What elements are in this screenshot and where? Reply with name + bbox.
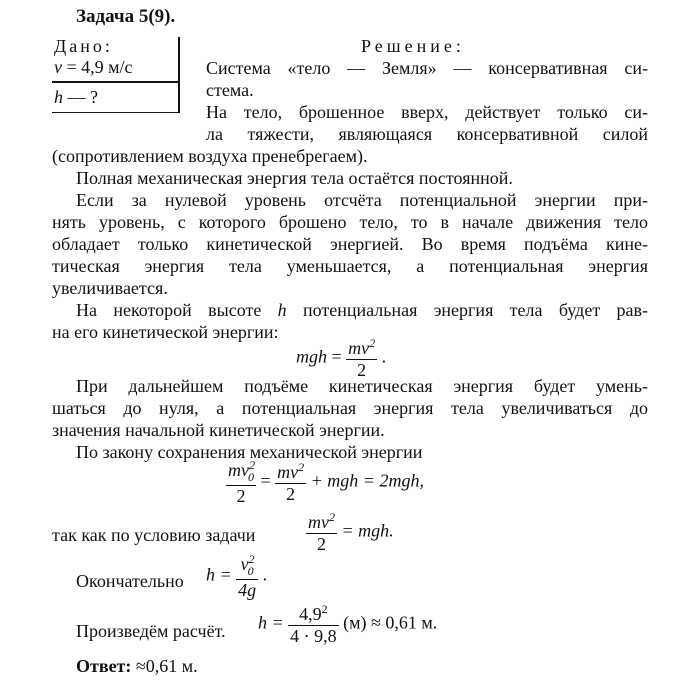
fraction: $\frac{v^2_0}{4g}$ xyxy=(238,552,257,600)
formula-lhs: h = xyxy=(206,564,232,585)
paragraph-line: Если за нулевой уровень отсчёта потенциальной энергии при- xyxy=(76,190,648,210)
fraction-denominator: 2 xyxy=(275,483,306,505)
fraction-denominator: 4g xyxy=(238,579,257,600)
fraction-numerator: mv xyxy=(228,460,249,480)
fraction: $\frac{mv^2}{2}$ xyxy=(277,459,305,504)
fraction: $\frac{mv^2}{2}$ xyxy=(348,336,376,380)
formula-tail: + mgh = 2mgh, xyxy=(310,470,424,491)
paragraph-line: Произведём расчёт. xyxy=(76,621,226,641)
paragraph-line: так как по условию задачи xyxy=(52,525,256,545)
answer-line xyxy=(76,656,198,677)
solution-label: Решение: xyxy=(361,36,465,56)
paragraph-line: на его кинетической энергии: xyxy=(52,322,279,342)
fraction: $\frac{mv^2}{2}$ xyxy=(308,510,335,554)
fraction-numerator: v xyxy=(240,554,249,574)
paragraph-line: На тело, брошенное вверх, действует только си- xyxy=(206,102,648,122)
fraction-denominator: 4 · 9,8 xyxy=(290,626,337,646)
fraction-numerator: 4,9 xyxy=(299,604,322,624)
formula-lhs: mgh xyxy=(296,346,327,367)
paragraph-line: На некоторой высоте h потенциальная энергия тела будет рав- xyxy=(76,300,648,320)
paragraph-line: Система «тело — Земля» — консервативная си- xyxy=(206,58,648,78)
fraction-denominator: 2 xyxy=(346,359,377,381)
formula-calculation xyxy=(258,602,437,647)
paragraph-line: (сопротивлением воздуха пренебрегаем). xyxy=(52,146,368,166)
paragraph-line: Полная механическая энергия тела остаётся постоянной. xyxy=(76,168,513,188)
given-vertical-rule xyxy=(178,37,180,113)
fraction-denominator: 2 xyxy=(306,533,337,555)
paragraph-line: стема. xyxy=(206,80,254,100)
formula-final-height: h = $\frac{v^2_0}{4g}$ . xyxy=(206,552,268,600)
fraction-numerator: mv xyxy=(348,338,370,358)
fraction: $\frac{4,9^2}{4 \cdot 9,8}$ xyxy=(290,602,337,646)
answer-label: Ответ: xyxy=(76,656,132,676)
paragraph-line: значения начальной кинетической энергии. xyxy=(52,420,385,440)
given-bottom-rule xyxy=(52,112,178,113)
answer-value: ≈0,61 м. xyxy=(135,656,198,676)
formula-tail: = mgh. xyxy=(341,520,394,541)
fraction-numerator: mv xyxy=(308,512,329,532)
formula-lhs: h = xyxy=(258,612,284,633)
fraction-numerator: mv xyxy=(277,461,299,482)
paragraph-line: ла тяжести, являющаяся консервативной силой xyxy=(206,124,648,144)
given-velocity: v = 4,9 м/с xyxy=(54,57,133,77)
paragraph-line: нять уровень, с которого брошено тело, то в начале движения тело xyxy=(52,212,648,232)
paragraph-line: увеличивается. xyxy=(52,278,168,298)
given-find: h — ? xyxy=(54,87,98,107)
formula-tail: (м) ≈ 0,61 м. xyxy=(343,612,438,633)
given-separator xyxy=(52,81,178,83)
paragraph-line: тическая энергия тела уменьшается, а потенциальная энергия xyxy=(52,256,648,276)
problem-title: Задача 5(9). xyxy=(76,6,176,27)
formula-energy-equality: mgh = $\frac{mv^2}{2}$ . xyxy=(296,336,387,380)
paragraph-line: При дальнейшем подъёме кинетическая энергия будет умень- xyxy=(76,376,648,396)
fraction: $\frac{mv^2_0}{2}$ xyxy=(228,458,255,506)
fraction-denominator: 2 xyxy=(226,485,256,507)
formula-energy-conservation: $\frac{mv^2_0}{2}$ = $\frac{mv^2}{2}$ + mgh = 2mgh, xyxy=(228,458,424,506)
paragraph-line: По закону сохранения механической энергии xyxy=(76,442,423,462)
paragraph-line: шаться до нуля, а потенциальная энергия тела увеличиваться до xyxy=(52,398,648,418)
paragraph-line: обладает только кинетической энергией. Во время подъёма кине- xyxy=(52,234,648,254)
paragraph-line: Окончательно xyxy=(76,571,184,591)
formula-condition xyxy=(306,510,394,555)
given-label: Дано: xyxy=(54,36,113,56)
